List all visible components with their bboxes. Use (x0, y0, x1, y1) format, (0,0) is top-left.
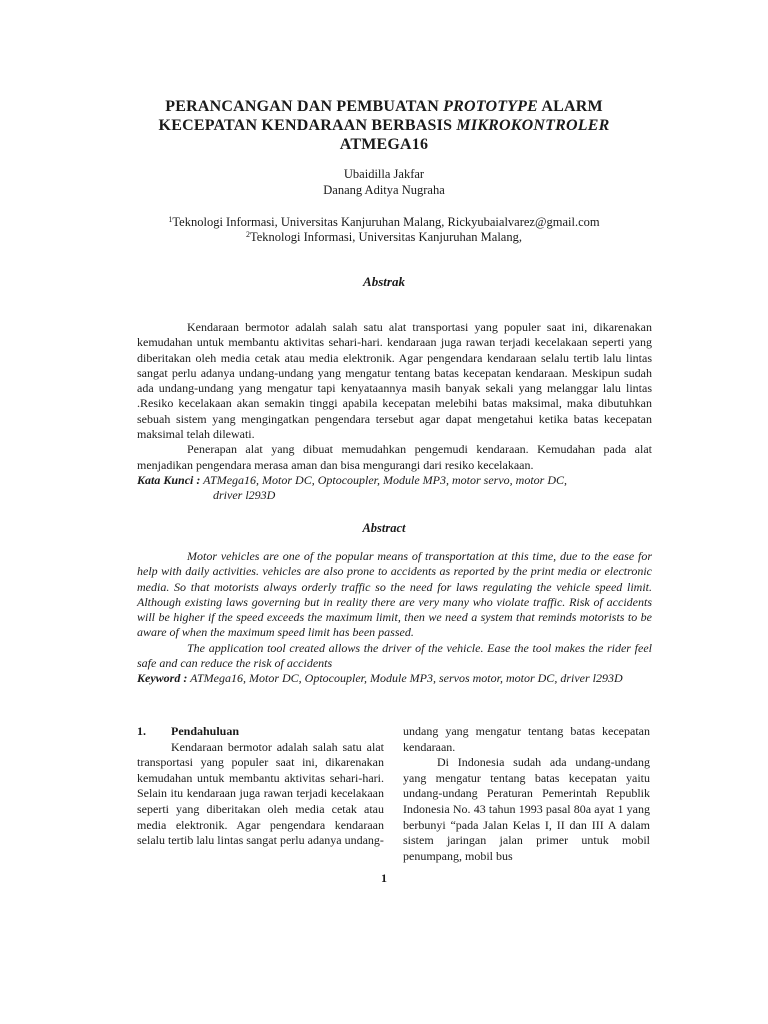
body-paragraph: undang yang mengatur tentang batas kecepatan kendaraan. (403, 724, 650, 754)
abstract-paragraph: The application tool created allows the driver of the vehicle. Ease the tool makes the rider feel safe and can reduce the risk of accidents (137, 640, 652, 671)
abstrak-heading: Abstrak (363, 274, 405, 289)
abstract-paragraph: Motor vehicles are one of the popular means of transportation at this time, due to the ease for help with daily activities. vehicles are also prone to accidents as reported by the print media or electronic media. So that motorists always orderly traffic so the need for laws regulating the vehicle speed limit. Although existing laws governing but in reality there are very many who violate traffic. Risk of accidents will be higher if the speed exceeds the maximum limit, then we need a system that reminds motorists to be aware of when the maximum speed limit has been passed. (137, 549, 652, 640)
column-right (403, 724, 650, 864)
affiliation-1: $^1$Teknologi Informasi, Universitas Kanjuruhan Malang, Rickyubaialvarez@gmail.com (168, 215, 600, 229)
section-heading: 1. Pendahuluan (137, 724, 240, 738)
abstrak-body (137, 320, 652, 504)
affiliation-2: $^2$Teknologi Informasi, Universitas Kanjuruhan Malang, (246, 230, 522, 244)
author-name: Ubaidilla Jakfar (343, 167, 425, 181)
abstract-body (137, 549, 652, 687)
body-paragraph: Kendaraan bermotor adalah salah satu alat transportasi yang populer saat ini, dikarenakan kemudahan untuk membantu aktivitas sehari-hari. Selain itu kendaraan juga rawan terjadi kecelakaan seperti yang diberitakan oleh media cetak atau media elektronik. Agar pengendara kendaraan selalu tertib lalu lintas sangat perlu adanya undang- (137, 739, 384, 848)
column-left (137, 724, 384, 849)
keyword-line: Keyword : ATMega16, Motor DC, Optocoupler, Module MP3, servos motor, motor DC, driver l293D (137, 671, 623, 686)
page-number: 1 (381, 871, 387, 885)
author-name: Danang Aditya Nugraha (323, 183, 445, 197)
author-list (0, 166, 768, 198)
abstract-heading: Abstract (362, 521, 406, 535)
kata-kunci: Kata Kunci : ATMega16, Motor DC, Optocoupler, Module MP3, motor servo, motor DC, driver l293D (137, 472, 568, 503)
paper-title: PERANCANGAN DAN PEMBUATAN PROTOTYPE ALARM KECEPATAN KENDARAAN BERBASIS MIKROKONTROLER ATMEGA16 (158, 98, 610, 153)
abstrak-paragraph: Penerapan alat yang dibuat memudahkan pengemudi kendaraan. Kemudahan pada alat menjadikan pengendara merasa aman dan bisa mengurangi dari resiko kecelakaan. (137, 442, 652, 472)
abstrak-paragraph: Kendaraan bermotor adalah salah satu alat transportasi yang populer saat ini, dikarenakan kemudahan untuk membantu aktivitas sehari-hari. kendaraan juga rawan terjadi kecelakaan seperti yang diberitakan oleh media cetak atau media elektronik. Agar pengendara kendaraan selalu tertib lalu lintas sangat perlu adanya undang-undang yang mengatur tentang batas kecepatan kendaraan. Meskipun sudah ada undang-undang yang mengatur tapi kenyataannya masih banyak sekali yang melanggar lalu lintas .Resiko kecelakaan akan semakin tinggi apabila kecepatan melebihi batas maksimal, maka dibutuhkan sebuah sistem yang mengingatkan pengendara tersebut agar dapat mengetahui ketika batas kecepatan maksimal telah dilewati. (137, 320, 652, 442)
body-paragraph: Di Indonesia sudah ada undang-undang yang mengatur tentang batas kecepatan yaitu undang-undang Peraturan Pemerintah Republik Indonesia No. 43 tahun 1993 pasal 80a ayat 1 yang berbunyi “pada Jalan Kelas I, II dan III A dalam sistem jaringan jalan primer untuk mobil penumpang, mobil bus (403, 755, 650, 863)
